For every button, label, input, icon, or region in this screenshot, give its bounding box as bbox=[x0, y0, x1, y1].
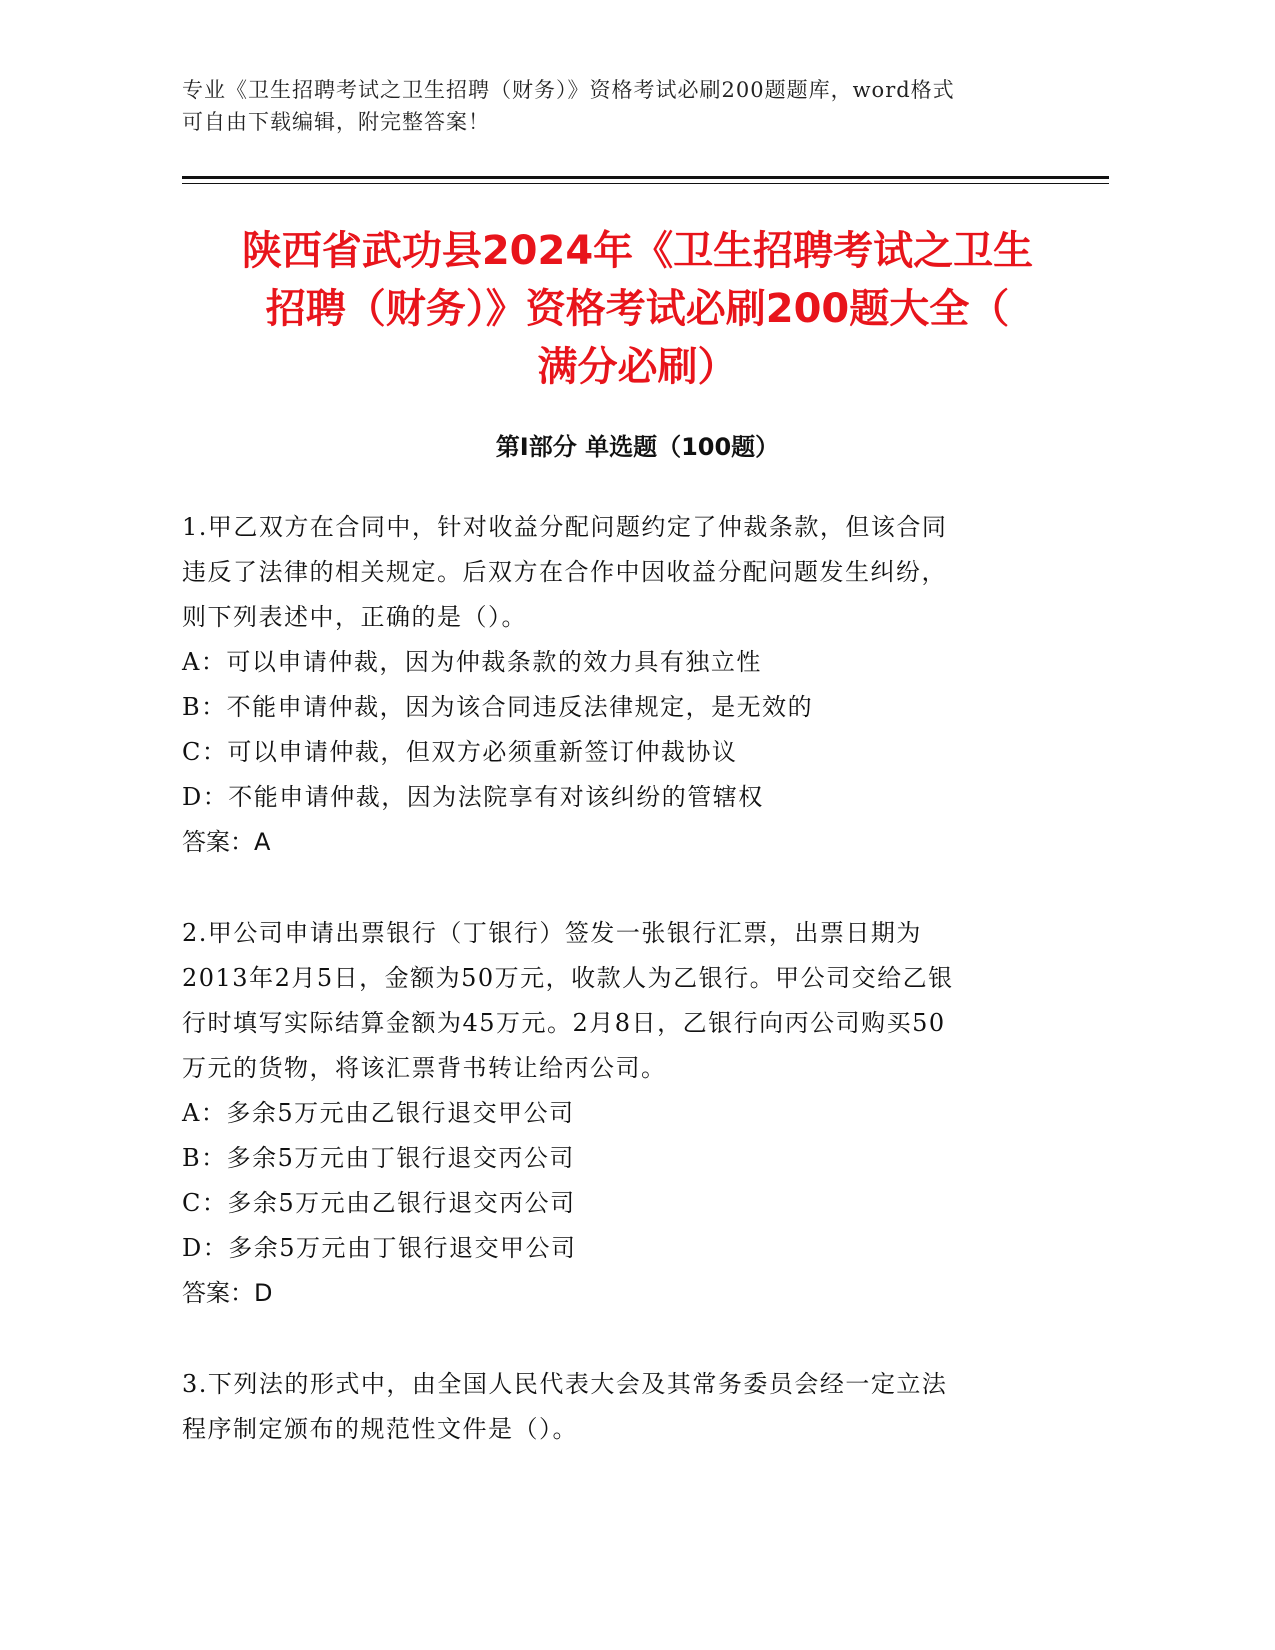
section-heading: 第Ⅰ部分 单选题（100题） bbox=[495, 433, 780, 461]
question-stem-line: 程序制定颁布的规范性文件是（）。 bbox=[182, 1415, 578, 1443]
question-1 bbox=[182, 505, 1062, 865]
option-d: D：不能申请仲裁，因为法院享有对该纠纷的管辖权 bbox=[182, 783, 764, 811]
header-note-line: 专业《卫生招聘考试之卫生招聘（财务）》资格考试必刷200题题库，word格式 bbox=[182, 78, 955, 102]
question-list bbox=[182, 505, 1062, 1498]
option-b: B：多余5万元由丁银行退交丙公司 bbox=[182, 1144, 575, 1172]
header-note-line: 可自由下载编辑，附完整答案！ bbox=[182, 110, 490, 134]
title-line: 满分必刷） bbox=[537, 344, 738, 390]
header-divider-thin bbox=[182, 183, 1109, 184]
question-stem-line: 2.甲公司申请出票银行（丁银行）签发一张银行汇票，出票日期为 bbox=[182, 919, 922, 947]
header-note bbox=[182, 74, 1062, 138]
document-title bbox=[170, 222, 1105, 396]
answer-line: 答案：A bbox=[182, 828, 271, 856]
option-c: C：可以申请仲裁，但双方必须重新签订仲裁协议 bbox=[182, 738, 738, 766]
option-a: A：可以申请仲裁，因为仲裁条款的效力具有独立性 bbox=[182, 648, 762, 676]
answer-line: 答案：D bbox=[182, 1279, 273, 1307]
option-d: D：多余5万元由丁银行退交甲公司 bbox=[182, 1234, 577, 1262]
question-stem-line: 万元的货物，将该汇票背书转让给丙公司。 bbox=[182, 1054, 667, 1082]
title-line: 招聘（财务）》资格考试必刷200题大全（ bbox=[265, 286, 1010, 332]
option-b: B：不能申请仲裁，因为该合同违反法律规定，是无效的 bbox=[182, 693, 814, 721]
question-2 bbox=[182, 911, 1062, 1316]
question-3 bbox=[182, 1362, 1062, 1452]
header-divider-thick bbox=[182, 176, 1109, 179]
question-stem-line: 2013年2月5日，金额为50万元，收款人为乙银行。甲公司交给乙银 bbox=[182, 964, 954, 992]
option-c: C：多余5万元由乙银行退交丙公司 bbox=[182, 1189, 576, 1217]
question-stem-line: 1.甲乙双方在合同中，针对收益分配问题约定了仲裁条款，但该合同 bbox=[182, 513, 948, 541]
question-stem-line: 3.下列法的形式中，由全国人民代表大会及其常务委员会经一定立法 bbox=[182, 1370, 948, 1398]
question-stem-line: 则下列表述中，正确的是（）。 bbox=[182, 603, 527, 631]
question-stem-line: 违反了法律的相关规定。后双方在合作中因收益分配问题发生纠纷， bbox=[182, 558, 947, 586]
option-a: A：多余5万元由乙银行退交甲公司 bbox=[182, 1099, 575, 1127]
title-line: 陕西省武功县2024年《卫生招聘考试之卫生 bbox=[241, 228, 1034, 274]
question-stem-line: 行时填写实际结算金额为45万元。2月8日，乙银行向丙公司购买50 bbox=[182, 1009, 946, 1037]
